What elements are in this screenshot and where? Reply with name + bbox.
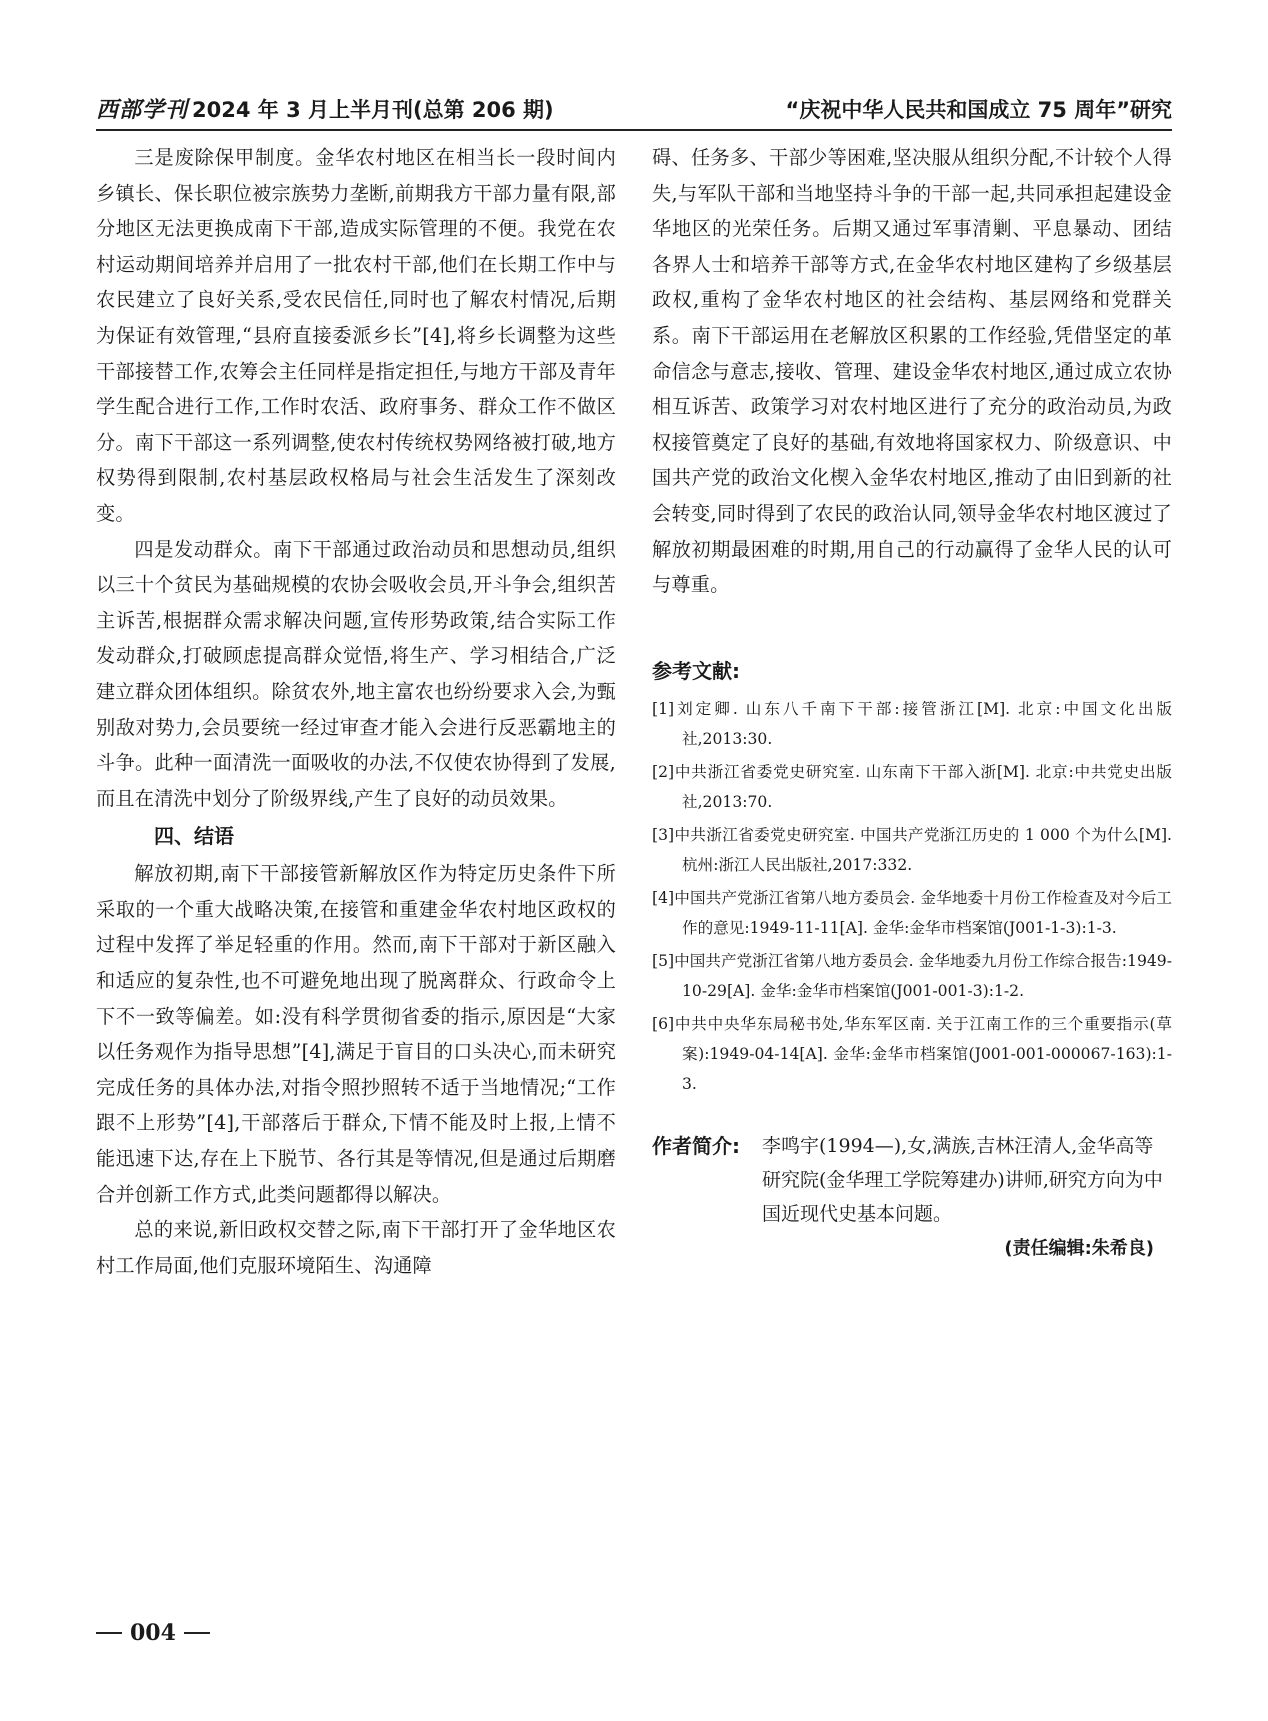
reference-item: [5]中国共产党浙江省第八地方委员会. 金华地委九月份工作综合报告:1949-10-29[A]. 金华:金华市档案馆(J001-001-3):1-2. [652, 951, 1172, 1000]
journal-logo: 西部学刊 [96, 97, 189, 123]
reference-list [652, 694, 1172, 1099]
reference-item: [3]中共浙江省委党史研究室. 中国共产党浙江历史的 1 000 个为什么[M]. 杭州:浙江人民出版社,2017:332. [652, 825, 1172, 874]
running-header [96, 86, 1172, 131]
page-footer [96, 1620, 210, 1646]
left-column [96, 140, 616, 1283]
page-dash-right [184, 1632, 210, 1634]
references-title: 参考文献: [652, 658, 740, 683]
paragraph-conclusion-2: 总的来说,新旧政权交替之际,南下干部打开了金华地区农村工作局面,他们克服环境陌生、沟通障 [96, 1218, 616, 1277]
paragraph-abolish-baojia: 三是废除保甲制度。金华农村地区在相当长一段时间内乡镇长、保长职位被宗族势力垄断,前期我方干部力量有限,部分地区无法更换成南下干部,造成实际管理的不便。我党在农村运动期间培养并启用了一批农村干部,他们在长期工作中与农民建立了良好关系,受农民信任,同时也了解农村情况,后期为保证有效管理,“县府直接委派乡长”[4],将乡长调整为这些干部接替工作,农筹会主任同样是指定担任,与地方干部及青年学生配合进行工作,工作时农活、政府事务、群众工作不做区分。南下干部这一系列调整,使农村传统权势网络被打破,地方权势得到限制,农村基层政权格局与社会生活发生了深刻改变。 [96, 146, 616, 525]
author-text: 李鸣宇(1994—),女,满族,吉林汪清人,金华高等研究院(金华理工学院筹建办)讲师,研究方向为中国近现代史基本问题。 [762, 1134, 1163, 1225]
section-title-conclusion: 四、结语 [154, 824, 234, 849]
column-title: “庆祝中华人民共和国成立 75 周年”研究 [785, 98, 1172, 122]
author-label: 作者简介: [652, 1133, 740, 1158]
paragraph-conclusion-2-continued: 碍、任务多、干部少等困难,坚决服从组织分配,不计较个人得失,与军队干部和当地坚持斗争的干部一起,共同承担起建设金华地区的光荣任务。后期又通过军事清剿、平息暴动、团结各界人士和培养干部等方式,在金华农村地区建构了乡级基层政权,重构了金华农村地区的社会结构、基层网络和党群关系。南下干部运用在老解放区积累的工作经验,凭借坚定的革命信念与意志,接收、管理、建设金华农村地区,通过成立农协相互诉苦、政策学习对农村地区进行了充分的政治动员,为政权接管奠定了良好的基础,有效地将国家权力、阶级意识、中国共产党的政治文化楔入金华农村地区,推动了由旧到新的社会转变,同时得到了农民的政治认同,领导金华农村地区渡过了解放初期最困难的时期,用自己的行动赢得了金华人民的认可与尊重。 [652, 146, 1172, 597]
paragraph-conclusion-1: 解放初期,南下干部接管新解放区作为特定历史条件下所采取的一个重大战略决策,在接管和重建金华农村地区政权的过程中发挥了举足轻重的作用。然而,南下干部对于新区融入和适应的复杂性,也不可避免地出现了脱离群众、行政命令上下不一致等偏差。如:没有科学贯彻省委的指示,原因是“大家以任务观作为指导思想”[4],满足于盲目的口头决心,而未研究完成任务的具体办法,对指令照抄照转不适于当地情况;“工作跟不上形势”[4],干部落后于群众,下情不能及时上报,上情不能迅速下达,存在上下脱节、各行其是等情况,但是通过后期磨合并创新工作方式,此类问题都得以解决。 [96, 862, 616, 1206]
page-dash-left [96, 1632, 122, 1634]
page-number: 004 [130, 1620, 176, 1646]
author-bio [652, 1129, 1172, 1231]
responsible-editor: (责任编辑:朱希良) [1004, 1237, 1154, 1259]
reference-item: [1]刘定卿. 山东八千南下干部:接管浙江[M]. 北京:中国文化出版社,2013:30. [652, 699, 1172, 748]
reference-item: [4]中国共产党浙江省第八地方委员会. 金华地委十月份工作检查及对今后工作的意见:1949-11-11[A]. 金华:金华市档案馆(J001-1-3):1-3. [652, 888, 1172, 937]
header-left [96, 93, 554, 124]
reference-item: [6]中共中央华东局秘书处,华东军区南. 关于江南工作的三个重要指示(草案):1949-04-14[A]. 金华:金华市档案馆(J001-001-000067-163):1-3. [652, 1014, 1172, 1093]
issue-info: 2024 年 3 月上半月刊(总第 206 期) [192, 98, 554, 122]
paragraph-mobilize-masses: 四是发动群众。南下干部通过政治动员和思想动员,组织以三十个贫民为基础规模的农协会吸收会员,开斗争会,组织苦主诉苦,根据群众需求解决问题,宣传形势政策,结合实际工作发动群众,打破顾虑提高群众觉悟,将生产、学习相结合,广泛建立群众团体组织。除贫农外,地主富农也纷纷要求入会,为甄别敌对势力,会员要统一经过审查才能入会进行反恶霸地主的斗争。此种一面清洗一面吸收的办法,不仅使农协得到了发展,而且在清洗中划分了阶级界线,产生了良好的动员效果。 [96, 537, 616, 810]
right-column [652, 140, 1172, 1267]
reference-item: [2]中共浙江省委党史研究室. 山东南下干部入浙[M]. 北京:中共党史出版社,2013:70. [652, 762, 1172, 811]
